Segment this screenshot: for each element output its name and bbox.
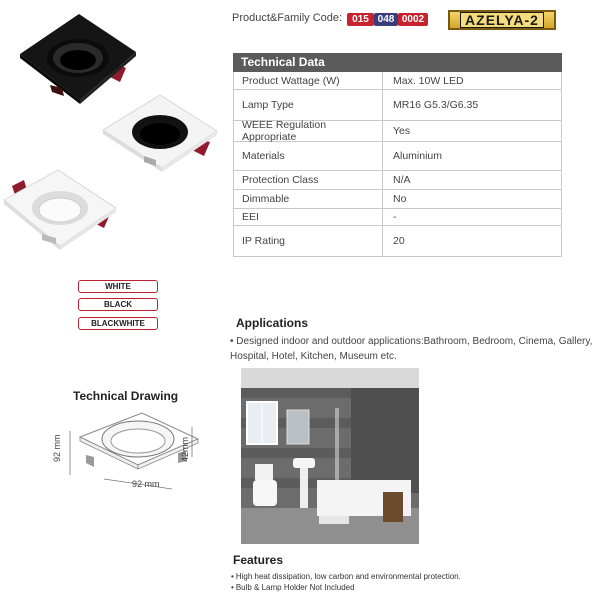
dimension-bottom: 92 mm	[132, 479, 160, 489]
table-row	[234, 209, 561, 226]
table-row	[234, 90, 561, 121]
table-row	[234, 171, 561, 190]
bullet-icon: •	[230, 336, 237, 347]
table-row	[234, 226, 561, 257]
row-value: Max. 10W LED	[393, 74, 464, 87]
code-part-3: 0002	[398, 13, 428, 26]
table-row	[234, 121, 561, 142]
row-value: No	[393, 193, 407, 205]
dimension-height: 42mm	[180, 436, 190, 462]
row-label: WEEE Regulation Appropriate	[234, 121, 383, 141]
applications-text	[230, 334, 600, 364]
row-value: -	[393, 211, 397, 223]
row-label: EEI	[234, 209, 383, 225]
blackwhite-fixture-image	[103, 95, 217, 172]
product-images	[0, 0, 230, 270]
list-item: • High heat dissipation, low carbon and environmental protection.	[231, 571, 461, 582]
dimension-side: 92 mm	[52, 434, 62, 462]
color-chip-black: BLACK	[78, 298, 158, 311]
product-family-code-label: Product&Family Code:	[232, 12, 343, 24]
row-label: Protection Class	[234, 171, 383, 189]
row-value: 20	[393, 235, 405, 247]
white-fixture-image	[4, 170, 116, 250]
table-row	[234, 190, 561, 209]
table-row	[234, 142, 561, 171]
row-label: IP Rating	[234, 226, 383, 256]
bathroom-photo	[241, 368, 419, 544]
row-label: Lamp Type	[234, 90, 383, 120]
code-part-2: 048	[374, 13, 398, 26]
features-title: Features	[233, 553, 284, 567]
table-row	[234, 72, 561, 90]
row-value: MR16 G5.3/G6.35	[393, 99, 479, 111]
row-label: Materials	[234, 142, 383, 170]
technical-data-title: Technical Data	[233, 53, 562, 72]
black-fixture-image	[20, 14, 136, 104]
technical-data-table	[233, 53, 562, 257]
color-chip-white: WHITE	[78, 280, 158, 293]
row-label: Dimmable	[234, 190, 383, 208]
row-value: N/A	[393, 174, 411, 186]
row-value: Aluminium	[393, 150, 443, 162]
family-name-badge	[448, 10, 556, 30]
row-label: Product Wattage (W)	[234, 72, 383, 89]
row-value: Yes	[393, 125, 411, 137]
technical-drawing-title: Technical Drawing	[73, 389, 179, 403]
color-chip-blackwhite: BLACKWHITE	[78, 317, 158, 330]
code-part-1: 015	[347, 13, 374, 26]
family-name: AZELYA-2	[460, 12, 544, 28]
list-item: • Bulb & Lamp Holder Not Included	[231, 582, 461, 593]
applications-title: Applications	[236, 316, 309, 330]
features-list	[231, 571, 461, 593]
applications-description: Designed indoor and outdoor applications:Bathroom, Bedroom, Cinema, Gallery, Hospital, Hotel, Kitchen, Museum etc.	[230, 336, 593, 362]
